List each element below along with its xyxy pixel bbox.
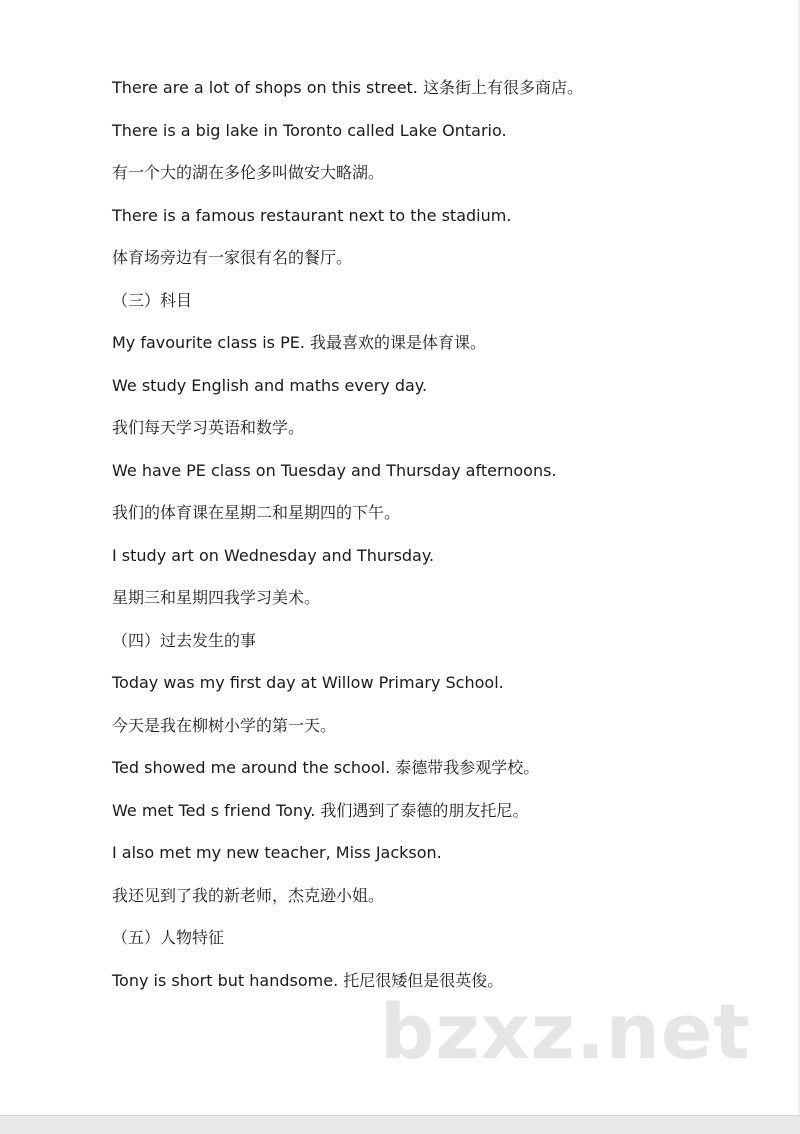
- text-line: There is a big lake in Toronto called Lake Ontario.: [112, 120, 507, 140]
- text-line: 体育场旁边有一家很有名的餐厅。: [112, 248, 353, 267]
- text-line: There are a lot of shops on this street. 这条街上有很多商店。: [112, 78, 583, 97]
- page-bottom-bar: [0, 1115, 800, 1134]
- text-line: We study English and maths every day.: [112, 375, 428, 395]
- text-line: 今天是我在柳树小学的第一天。: [112, 715, 337, 735]
- section-heading: （五）人物特征: [112, 928, 225, 947]
- text-line: There is a famous restaurant next to the stadium.: [112, 205, 512, 225]
- text-line: 有一个大的湖在多伦多叫做安大略湖。: [112, 163, 385, 182]
- text-line: I study art on Wednesday and Thursday.: [112, 545, 435, 565]
- text-line: 我们每天学习英语和数学。: [112, 418, 305, 437]
- text-line: We have PE class on Tuesday and Thursday afternoons.: [112, 460, 557, 480]
- section-heading: （四）过去发生的事: [112, 630, 257, 650]
- text-line: Tony is short but handsome. 托尼很矮但是很英俊。: [112, 970, 504, 990]
- text-line: Today was my first day at Willow Primary School.: [112, 673, 504, 692]
- text-line: We met Ted s friend Tony. 我们遇到了泰德的朋友托尼。: [112, 800, 529, 820]
- watermark: bzxz.net: [380, 987, 751, 1076]
- text-line: 我们的体育课在星期二和星期四的下午。: [112, 503, 401, 522]
- text-line: I also met my new teacher, Miss Jackson.: [112, 843, 442, 862]
- text-line: 星期三和星期四我学习美术。: [112, 588, 321, 607]
- text-line: 我还见到了我的新老师，杰克逊小姐。: [112, 885, 385, 905]
- text-line: Ted showed me around the school. 泰德带我参观学校。: [112, 758, 540, 777]
- section-heading: （三）科目: [112, 290, 193, 310]
- text-line: My favourite class is PE. 我最喜欢的课是体育课。: [112, 333, 487, 352]
- document-body: [112, 72, 772, 1007]
